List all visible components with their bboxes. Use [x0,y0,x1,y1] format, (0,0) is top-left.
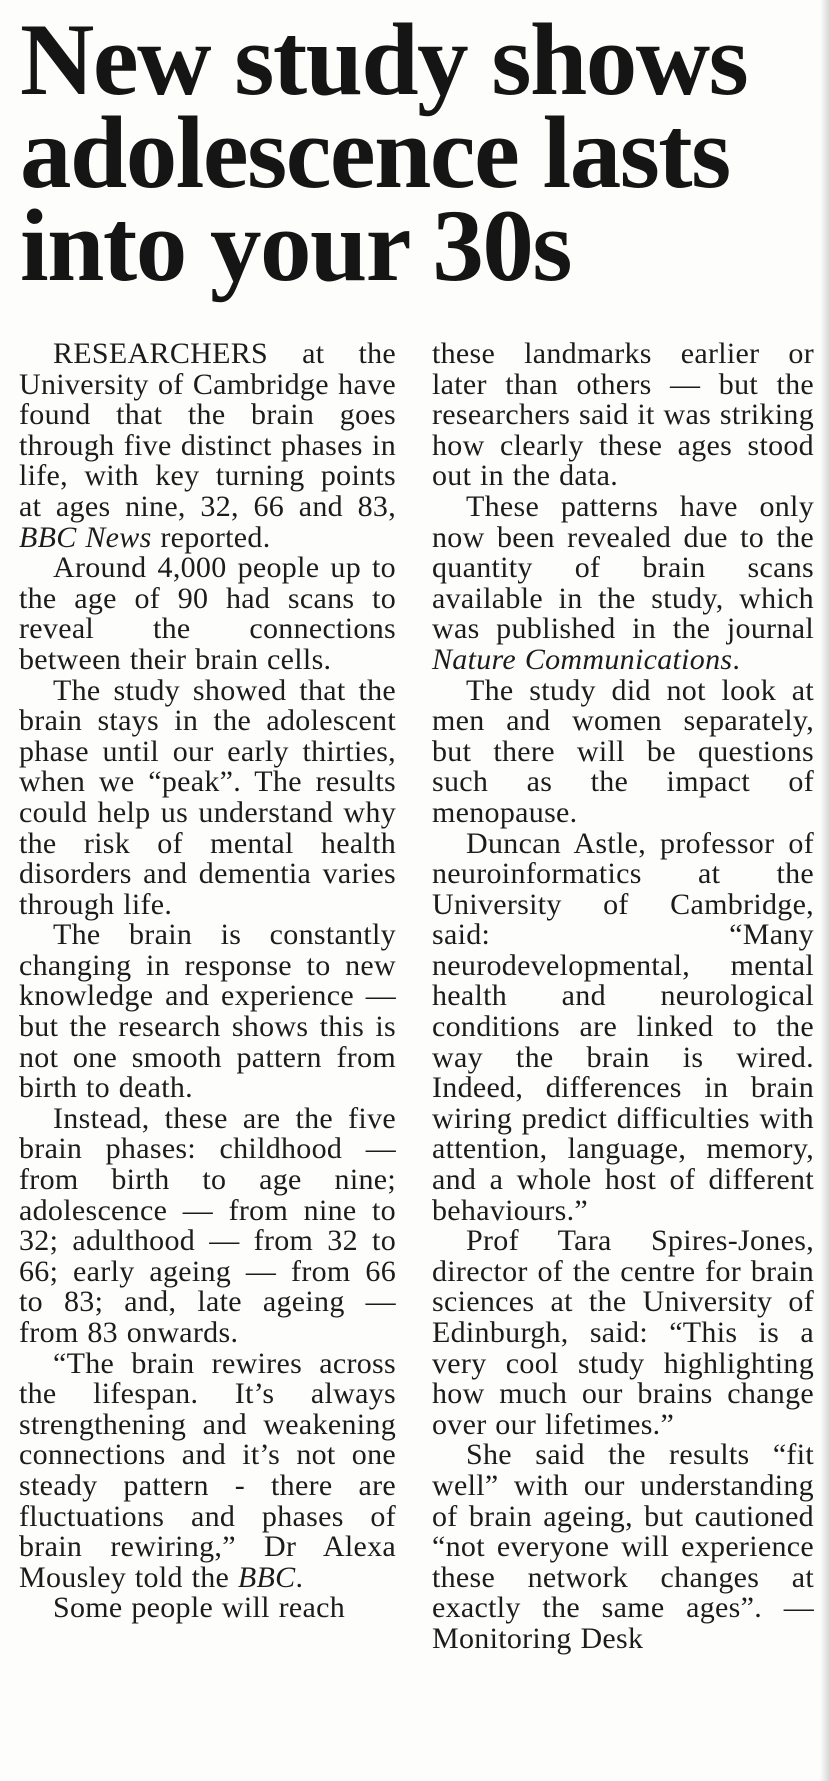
text-run: . [295,1560,304,1594]
paragraph [432,1226,814,1440]
paragraph [432,339,814,492]
text-run: The brain is constantly changing in response to new knowledge and experience — but the research shows this is not one smooth pattern from birth to death. [19,918,396,1105]
paragraph [19,339,396,553]
text-run: Some people will reach [53,1591,346,1625]
article-body [0,339,830,1655]
paragraph [19,553,396,675]
paragraph [19,920,396,1104]
italic-run: BBC [237,1560,296,1594]
text-run: She said the results “fit well” with our understanding of brain ageing, but cautioned “not everyone will experience these network changes at exactly the same ages”. —Monitoring Desk [432,1438,814,1655]
italic-run: Nature Communications [432,642,733,676]
text-run: . [732,642,741,676]
text-run: Instead, these are the five brain phases: childhood — from birth to age nine; adolescence — from nine to 32; adulthood — from 32 to 66; early ageing — from 66 to 83; and, late ageing — from 83 onwards. [19,1101,396,1349]
text-run: Prof Tara Spires-Jones, director of the centre for brain sciences at the University of Edinburgh, said: “This is a very cool study highlighting how much our brains change over our lifetimes.” [432,1224,814,1441]
paragraph [432,489,814,676]
text-run: RESEARCHERS at the University of Cambridge have found that the brain goes through five distinct phases in life, with key turning points at ages nine, 32, 66 and 83, [19,337,396,523]
text-run: The study showed that the brain stays in the adolescent phase until our early thirties, when we “peak”. The results could help us understand why the risk of mental health disorders and dementia varies through life. [19,673,396,921]
paragraph [19,1346,396,1594]
article-column-left [19,339,396,1655]
text-run: reported. [151,520,271,554]
text-run: These patterns have only now been revealed due to the quantity of brain scans available in the study, which was published in the journal [432,489,814,646]
paragraph [19,1101,396,1349]
text-run: Duncan Astle, professor of neuroinformatics at the University of Cambridge, said: “Many neurodevelopmental, mental health and neurological conditions are linked to the way the brain is wired. Indeed, differences in brain wiring predict difficulties with attention, language, memory, and a whole host of different behaviours.” [432,826,814,1227]
paragraph [432,1440,814,1654]
italic-run: BBC News [19,520,152,554]
paragraph [19,673,396,921]
paragraph [432,826,814,1227]
paragraph [19,1593,396,1624]
article-column-right [432,339,814,1655]
text-run: Around 4,000 people up to the age of 90 had scans to reveal the connections between their brain cells. [19,551,396,676]
text-run: “The brain rewires across the lifespan. It’s always strengthening and weakening connections and it’s not one steady pattern - there are fluctuations and phases of brain rewiring,” Dr Alexa Mousley told the [19,1346,396,1594]
text-run: these landmarks earlier or later than others — but the researchers said it was striking how clearly these ages stood out in the data. [432,337,814,493]
paragraph [432,673,814,829]
article-headline: New study shows adolescence lasts into your 30s [20,3,748,303]
text-run: The study did not look at men and women separately, but there will be questions such as the impact of menopause. [432,673,814,829]
